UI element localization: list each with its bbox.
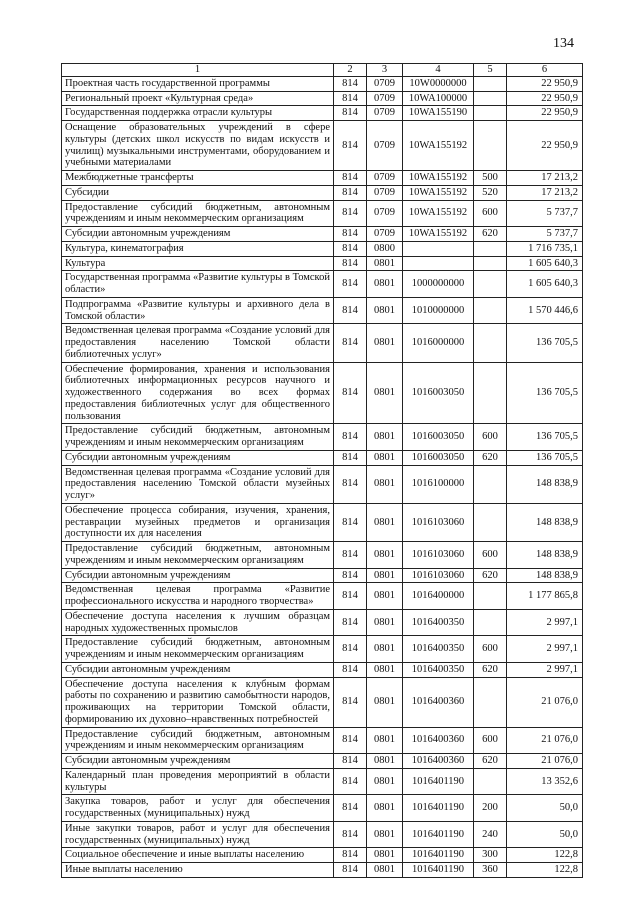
row-kgrbs: 814	[334, 636, 367, 663]
row-name: Субсидии автономным учреждениям	[62, 662, 334, 677]
table-row	[62, 821, 583, 848]
row-target-item: 1016401190	[403, 821, 474, 848]
row-target-item: 10WA100000	[403, 91, 474, 106]
row-section: 0801	[367, 271, 403, 298]
row-kgrbs: 814	[334, 256, 367, 271]
row-name: Подпрограмма «Развитие культуры и архивного дела в Томской области»	[62, 297, 334, 324]
row-name: Иные закупки товаров, работ и услуг для обеспечения государственных (муниципальных) нужд	[62, 821, 334, 848]
table-row	[62, 863, 583, 878]
row-target-item: 1016103060	[403, 542, 474, 569]
row-kgrbs: 814	[334, 106, 367, 121]
budget-table	[61, 63, 583, 878]
row-amount: 148 838,9	[507, 465, 583, 503]
row-name: Обеспечение доступа населения к клубным формам работы по сохранению и развитию самобытности народов, проживающих на территории Томской области, формированию их духовно–нравственных потребностей	[62, 677, 334, 727]
row-kgrbs: 814	[334, 324, 367, 362]
row-target-item: 1016400360	[403, 754, 474, 769]
table-row	[62, 848, 583, 863]
table-row	[62, 200, 583, 227]
row-expense-type	[474, 241, 507, 256]
row-kgrbs: 814	[334, 503, 367, 541]
row-amount: 122,8	[507, 848, 583, 863]
row-target-item: 1016401190	[403, 863, 474, 878]
row-name: Культура, кинематография	[62, 241, 334, 256]
row-section: 0709	[367, 91, 403, 106]
row-section: 0801	[367, 609, 403, 636]
row-section: 0801	[367, 256, 403, 271]
row-name: Ведомственная целевая программа «Создание условий для предоставления населению Томской области музейных услуг»	[62, 465, 334, 503]
row-expense-type: 620	[474, 450, 507, 465]
row-section: 0801	[367, 450, 403, 465]
table-row	[62, 503, 583, 541]
row-amount: 1 177 865,8	[507, 583, 583, 610]
table-row	[62, 662, 583, 677]
row-amount: 1 570 446,6	[507, 297, 583, 324]
table-row	[62, 465, 583, 503]
header-col-5: 5	[474, 64, 507, 77]
row-expense-type: 600	[474, 424, 507, 451]
row-expense-type	[474, 465, 507, 503]
page-number: 134	[553, 36, 574, 51]
row-name: Обеспечение процесса собирания, изучения, хранения, реставрации музейных предметов и организация доступности их для населения	[62, 503, 334, 541]
row-amount: 21 076,0	[507, 677, 583, 727]
row-section: 0801	[367, 362, 403, 424]
row-section: 0709	[367, 185, 403, 200]
row-name: Предоставление субсидий бюджетным, автономным учреждениям и иным некоммерческим организациям	[62, 727, 334, 754]
row-name: Ведомственная целевая программа «Развитие профессионального искусства и народного творчества»	[62, 583, 334, 610]
row-name: Предоставление субсидий бюджетным, автономным учреждениям и иным некоммерческим организациям	[62, 542, 334, 569]
row-expense-type: 360	[474, 863, 507, 878]
table-row	[62, 568, 583, 583]
row-section: 0801	[367, 677, 403, 727]
row-kgrbs: 814	[334, 271, 367, 298]
row-name: Культура	[62, 256, 334, 271]
table-row	[62, 677, 583, 727]
row-kgrbs: 814	[334, 171, 367, 186]
row-expense-type	[474, 583, 507, 610]
row-name: Обеспечение формирования, хранения и использования библиотечных информационных ресурсов научного и художественного содержания во всех формах предоставления библиотечных услуг для общественного пользования	[62, 362, 334, 424]
row-target-item: 1016003050	[403, 424, 474, 451]
row-amount: 136 705,5	[507, 450, 583, 465]
row-target-item: 1016401190	[403, 848, 474, 863]
row-section: 0709	[367, 200, 403, 227]
row-name: Закупка товаров, работ и услуг для обеспечения государственных (муниципальных) нужд	[62, 795, 334, 822]
row-section: 0801	[367, 768, 403, 795]
row-section: 0709	[367, 171, 403, 186]
table-body	[62, 76, 583, 877]
row-kgrbs: 814	[334, 227, 367, 242]
row-kgrbs: 814	[334, 795, 367, 822]
header-col-2: 2	[334, 64, 367, 77]
row-target-item: 1016003050	[403, 450, 474, 465]
row-name: Государственная программа «Развитие культуры в Томской области»	[62, 271, 334, 298]
table-row	[62, 241, 583, 256]
row-name: Иные выплаты населению	[62, 863, 334, 878]
row-name: Региональный проект «Культурная среда»	[62, 91, 334, 106]
row-kgrbs: 814	[334, 121, 367, 171]
row-amount: 5 737,7	[507, 200, 583, 227]
row-amount: 13 352,6	[507, 768, 583, 795]
table-row	[62, 91, 583, 106]
row-kgrbs: 814	[334, 754, 367, 769]
row-amount: 22 950,9	[507, 91, 583, 106]
row-amount: 122,8	[507, 863, 583, 878]
row-amount: 1 605 640,3	[507, 256, 583, 271]
row-section: 0801	[367, 324, 403, 362]
row-kgrbs: 814	[334, 821, 367, 848]
row-amount: 50,0	[507, 821, 583, 848]
row-kgrbs: 814	[334, 76, 367, 91]
row-name: Субсидии автономным учреждениям	[62, 227, 334, 242]
row-name: Субсидии автономным учреждениям	[62, 450, 334, 465]
row-kgrbs: 814	[334, 185, 367, 200]
row-target-item: 1016400350	[403, 636, 474, 663]
row-target-item: 1016401190	[403, 795, 474, 822]
row-expense-type: 600	[474, 542, 507, 569]
row-expense-type	[474, 324, 507, 362]
row-section: 0801	[367, 662, 403, 677]
table-row	[62, 768, 583, 795]
row-expense-type: 300	[474, 848, 507, 863]
row-amount: 1 605 640,3	[507, 271, 583, 298]
header-col-3: 3	[367, 64, 403, 77]
row-amount: 2 997,1	[507, 636, 583, 663]
row-name: Государственная поддержка отрасли культуры	[62, 106, 334, 121]
row-expense-type	[474, 362, 507, 424]
row-amount: 21 076,0	[507, 754, 583, 769]
row-expense-type: 520	[474, 185, 507, 200]
row-kgrbs: 814	[334, 465, 367, 503]
row-kgrbs: 814	[334, 542, 367, 569]
row-amount: 22 950,9	[507, 121, 583, 171]
row-expense-type: 600	[474, 727, 507, 754]
row-name: Обеспечение доступа населения к лучшим образцам народных художественных промыслов	[62, 609, 334, 636]
row-expense-type: 620	[474, 227, 507, 242]
row-expense-type: 200	[474, 795, 507, 822]
row-section: 0801	[367, 727, 403, 754]
row-amount: 1 716 735,1	[507, 241, 583, 256]
row-target-item: 1016003050	[403, 362, 474, 424]
table-row	[62, 754, 583, 769]
row-amount: 21 076,0	[507, 727, 583, 754]
row-expense-type	[474, 76, 507, 91]
row-name: Предоставление субсидий бюджетным, автономным учреждениям и иным некоммерческим организациям	[62, 200, 334, 227]
row-section: 0801	[367, 568, 403, 583]
row-kgrbs: 814	[334, 727, 367, 754]
table-row	[62, 256, 583, 271]
row-expense-type: 240	[474, 821, 507, 848]
row-kgrbs: 814	[334, 583, 367, 610]
row-section: 0709	[367, 227, 403, 242]
row-kgrbs: 814	[334, 297, 367, 324]
row-section: 0801	[367, 863, 403, 878]
row-name: Предоставление субсидий бюджетным, автономным учреждениям и иным некоммерческим организациям	[62, 424, 334, 451]
row-expense-type	[474, 297, 507, 324]
row-amount: 5 737,7	[507, 227, 583, 242]
row-kgrbs: 814	[334, 863, 367, 878]
row-section: 0801	[367, 424, 403, 451]
row-target-item: 10WA155192	[403, 227, 474, 242]
row-amount: 2 997,1	[507, 609, 583, 636]
row-target-item: 1016400360	[403, 727, 474, 754]
header-col-1: 1	[62, 64, 334, 77]
row-name: Ведомственная целевая программа «Создание условий для предоставления населению Томской области библиотечных услуг»	[62, 324, 334, 362]
row-target-item	[403, 256, 474, 271]
table-row	[62, 185, 583, 200]
table-row	[62, 450, 583, 465]
row-kgrbs: 814	[334, 662, 367, 677]
row-name: Предоставление субсидий бюджетным, автономным учреждениям и иным некоммерческим организациям	[62, 636, 334, 663]
row-target-item: 1016103060	[403, 503, 474, 541]
row-expense-type	[474, 609, 507, 636]
table-row	[62, 583, 583, 610]
row-target-item: 1016401190	[403, 768, 474, 795]
row-section: 0801	[367, 754, 403, 769]
header-row	[62, 64, 583, 77]
table-row	[62, 727, 583, 754]
row-target-item: 1016400000	[403, 583, 474, 610]
row-name: Календарный план проведения мероприятий в области культуры	[62, 768, 334, 795]
row-target-item: 10WA155192	[403, 200, 474, 227]
row-target-item: 1016000000	[403, 324, 474, 362]
table-row	[62, 106, 583, 121]
row-amount: 148 838,9	[507, 542, 583, 569]
row-amount: 2 997,1	[507, 662, 583, 677]
row-target-item: 10WA155192	[403, 121, 474, 171]
row-target-item: 1010000000	[403, 297, 474, 324]
row-amount: 22 950,9	[507, 76, 583, 91]
row-name: Субсидии автономным учреждениям	[62, 568, 334, 583]
row-section: 0801	[367, 542, 403, 569]
row-section: 0801	[367, 848, 403, 863]
row-expense-type	[474, 677, 507, 727]
row-expense-type	[474, 121, 507, 171]
row-section: 0801	[367, 636, 403, 663]
row-target-item: 1016100000	[403, 465, 474, 503]
header-col-6: 6	[507, 64, 583, 77]
row-section: 0801	[367, 297, 403, 324]
row-kgrbs: 814	[334, 768, 367, 795]
row-target-item: 1016400350	[403, 662, 474, 677]
row-expense-type	[474, 271, 507, 298]
row-expense-type	[474, 256, 507, 271]
row-section: 0801	[367, 583, 403, 610]
row-kgrbs: 814	[334, 609, 367, 636]
table-row	[62, 76, 583, 91]
row-kgrbs: 814	[334, 91, 367, 106]
row-expense-type: 500	[474, 171, 507, 186]
row-kgrbs: 814	[334, 241, 367, 256]
row-section: 0801	[367, 795, 403, 822]
row-target-item: 10WA155192	[403, 171, 474, 186]
row-kgrbs: 814	[334, 677, 367, 727]
row-target-item: 1016400360	[403, 677, 474, 727]
row-target-item: 10WA155192	[403, 185, 474, 200]
table-row	[62, 795, 583, 822]
row-expense-type: 620	[474, 568, 507, 583]
row-kgrbs: 814	[334, 200, 367, 227]
table-row	[62, 424, 583, 451]
row-target-item: 1000000000	[403, 271, 474, 298]
row-expense-type: 620	[474, 754, 507, 769]
row-kgrbs: 814	[334, 424, 367, 451]
row-section: 0709	[367, 121, 403, 171]
row-section: 0800	[367, 241, 403, 256]
header-col-4: 4	[403, 64, 474, 77]
row-amount: 148 838,9	[507, 568, 583, 583]
row-section: 0801	[367, 503, 403, 541]
row-kgrbs: 814	[334, 568, 367, 583]
row-name: Оснащение образовательных учреждений в сфере культуры (детских школ искусств по видам искусств и училищ) музыкальными инструментами, оборудованием и учебными материалами	[62, 121, 334, 171]
row-expense-type	[474, 91, 507, 106]
row-target-item	[403, 241, 474, 256]
row-name: Межбюджетные трансферты	[62, 171, 334, 186]
row-target-item: 1016103060	[403, 568, 474, 583]
row-amount: 22 950,9	[507, 106, 583, 121]
row-section: 0801	[367, 465, 403, 503]
row-section: 0709	[367, 76, 403, 91]
row-name: Проектная часть государственной программы	[62, 76, 334, 91]
row-expense-type: 600	[474, 636, 507, 663]
row-kgrbs: 814	[334, 450, 367, 465]
table-row	[62, 227, 583, 242]
row-amount: 17 213,2	[507, 171, 583, 186]
row-section: 0709	[367, 106, 403, 121]
row-amount: 50,0	[507, 795, 583, 822]
table-row	[62, 324, 583, 362]
row-expense-type: 600	[474, 200, 507, 227]
table-row	[62, 171, 583, 186]
row-kgrbs: 814	[334, 362, 367, 424]
table-row	[62, 609, 583, 636]
row-target-item: 1016400350	[403, 609, 474, 636]
row-amount: 136 705,5	[507, 424, 583, 451]
row-section: 0801	[367, 821, 403, 848]
table-row	[62, 362, 583, 424]
table-row	[62, 271, 583, 298]
row-expense-type: 620	[474, 662, 507, 677]
row-target-item: 10WA155190	[403, 106, 474, 121]
table-row	[62, 542, 583, 569]
row-target-item: 10W0000000	[403, 76, 474, 91]
table-row	[62, 636, 583, 663]
row-name: Социальное обеспечение и иные выплаты населению	[62, 848, 334, 863]
row-name: Субсидии автономным учреждениям	[62, 754, 334, 769]
row-amount: 136 705,5	[507, 324, 583, 362]
row-expense-type	[474, 106, 507, 121]
row-amount: 136 705,5	[507, 362, 583, 424]
row-amount: 17 213,2	[507, 185, 583, 200]
table-row	[62, 297, 583, 324]
row-kgrbs: 814	[334, 848, 367, 863]
row-expense-type	[474, 768, 507, 795]
row-name: Субсидии	[62, 185, 334, 200]
table-header	[62, 64, 583, 77]
table-row	[62, 121, 583, 171]
row-amount: 148 838,9	[507, 503, 583, 541]
row-expense-type	[474, 503, 507, 541]
